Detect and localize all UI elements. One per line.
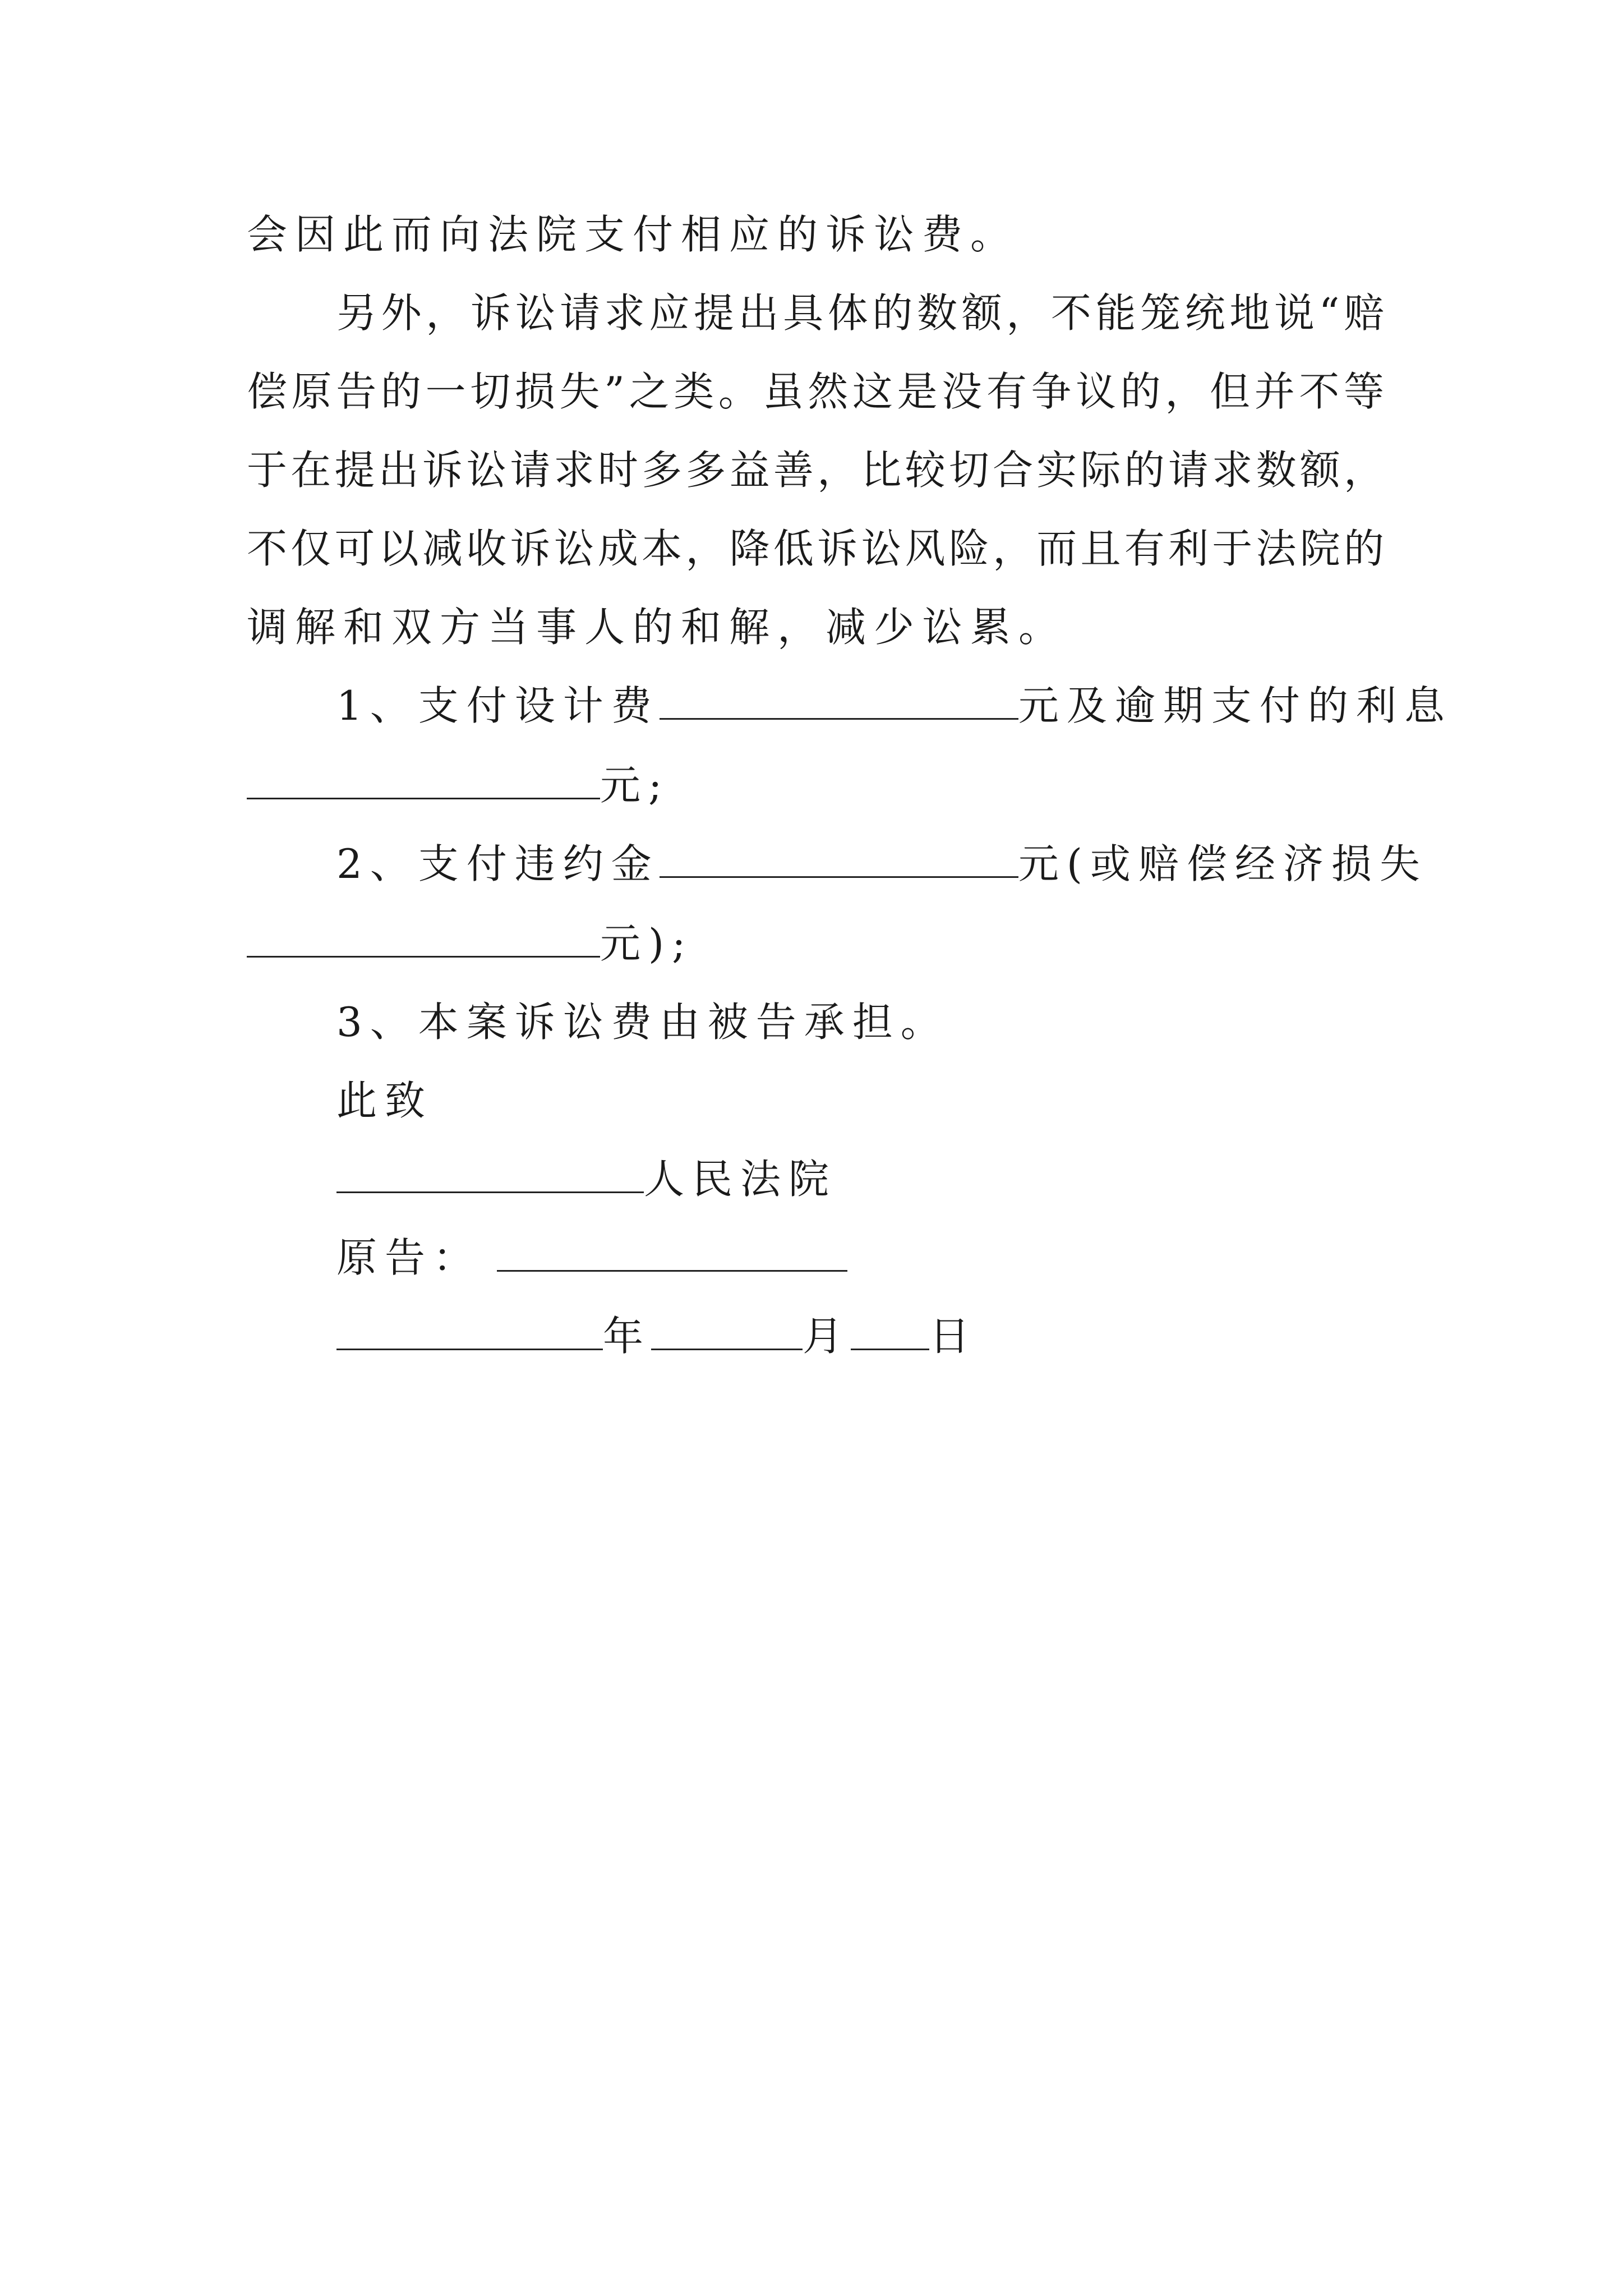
paragraph-line: 调解和双方当事人的和解，减少讼累。 xyxy=(247,604,1067,651)
date-year-label: 年 xyxy=(603,1313,652,1360)
salutation: 此致 xyxy=(336,1077,434,1124)
court-suffix: 人民法院 xyxy=(644,1156,837,1203)
paragraph-line: 不仅可以减收诉讼成本，降低诉讼风险，而且有利于法院的 xyxy=(247,525,1384,572)
claim-item-3: 3、本案诉讼费由被告承担。 xyxy=(336,999,949,1046)
date-day-label: 日 xyxy=(929,1313,978,1360)
loss-blank xyxy=(247,919,600,958)
year-blank xyxy=(336,1312,603,1350)
claim-item-2 xyxy=(336,836,1428,892)
month-blank xyxy=(651,1312,803,1350)
claim-2-suffix: 元); xyxy=(600,920,694,967)
claim-item-2-cont xyxy=(247,915,693,972)
plaintiff-line xyxy=(336,1230,847,1286)
claim-2-middle: 元(或赔偿经济损失 xyxy=(1018,840,1428,887)
date-line xyxy=(336,1308,978,1364)
interest-blank xyxy=(247,761,600,799)
date-month-label: 月 xyxy=(803,1313,851,1360)
paragraph-line: 另外，诉讼请求应提出具体的数额，不能笼统地说“赔 xyxy=(336,289,1384,337)
claim-item-1 xyxy=(336,678,1453,734)
court-line xyxy=(336,1151,837,1207)
claim-item-1-cont xyxy=(247,757,670,813)
claim-1-prefix: 1、支付设计费 xyxy=(336,682,660,729)
design-fee-blank xyxy=(660,681,1018,720)
paragraph-line: 偿原告的一切损失”之类。虽然这是没有争议的，但并不等 xyxy=(247,368,1384,415)
day-blank xyxy=(851,1312,929,1350)
plaintiff-label: 原告： xyxy=(336,1234,482,1281)
claim-2-prefix: 2、支付违约金 xyxy=(336,840,660,887)
paragraph-line: 于在提出诉讼请求时多多益善，比较切合实际的请求数额， xyxy=(247,447,1384,494)
plaintiff-name-blank xyxy=(497,1233,847,1272)
penalty-blank xyxy=(660,839,1018,878)
claim-1-suffix: 元; xyxy=(600,762,670,809)
paragraph-line: 会因此而向法院支付相应的诉讼费。 xyxy=(247,211,1019,258)
court-name-blank xyxy=(336,1154,644,1193)
claim-1-middle: 元及逾期支付的利息 xyxy=(1018,682,1453,729)
